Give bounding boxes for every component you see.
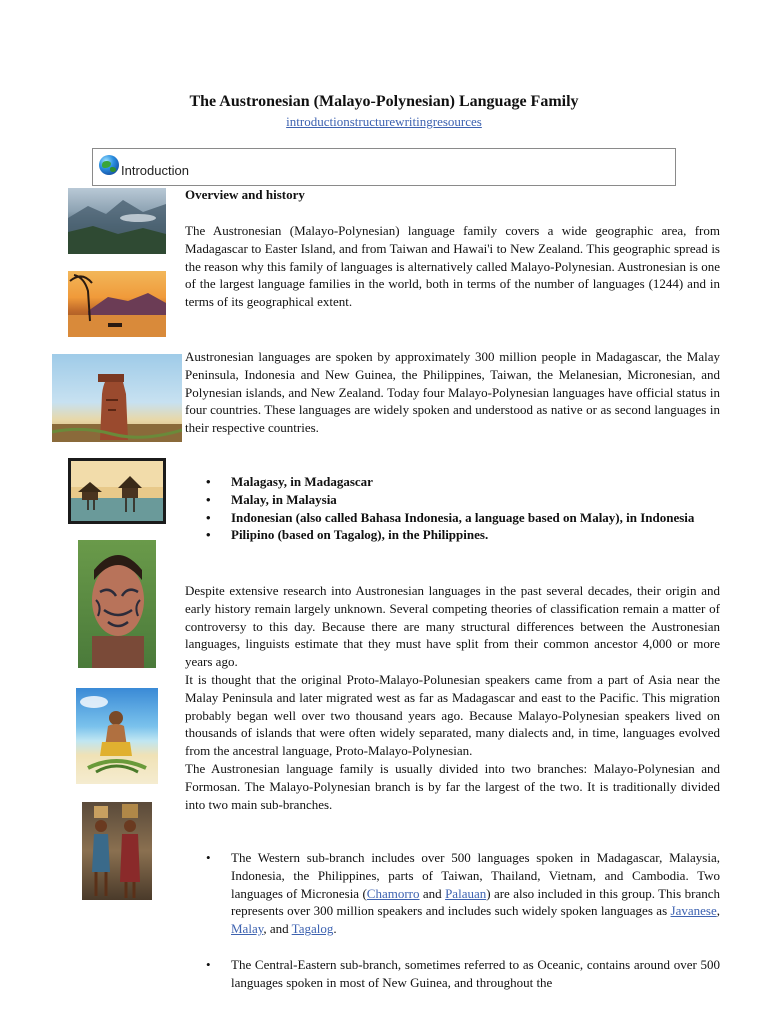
paragraph-text: The Austronesian language family is usually divided into two branches: Malayo-Polynesian and Formosan. The Malayo-Polynesian branch is by far the largest of the two. It is traditionally divided into two main sub-branches. <box>185 760 720 812</box>
women-carrying-baskets-photo <box>82 802 152 900</box>
paragraph-text: Austronesian languages are spoken by approximately 300 million people in Madagascar, the Malay Peninsula, Indonesia and New Guinea, the Philippines, Taiwan, the Melanesian, Micronesian, and Polynesian islands, and New Zealand. Today four Malayo-Polynesian languages have official status in four countries. These languages are widely spoken and understood as native or as second languages in their respective countries. <box>185 349 720 436</box>
sunset-beach-photo <box>68 271 166 337</box>
list-item-central-eastern: • The Central-Eastern sub-branch, sometimes referred to as Oceanic, contains around over 500 languages spoken in most of New Guinea, and throughout the <box>185 956 720 992</box>
introduction-box <box>92 148 676 186</box>
sub-branches-list <box>185 849 720 991</box>
overwater-bungalows-photo <box>68 458 166 524</box>
moai-statue-photo <box>52 354 182 442</box>
maori-tattoo-portrait-photo <box>78 540 156 668</box>
paragraph-text: The Austronesian (Malayo-Polynesian) language family covers a wide geographic area, from Madagascar to Easter Island, and from Taiwan and Hawai'i to New Zealand. This geographic spread is the reason why this family of languages is alternatively called Malayo-Polynesian. Austronesian is one of the largest language families in the world, both in terms of the number of languages (1244) and in terms of its geographical extent. <box>185 223 720 310</box>
mountain-landscape-photo <box>68 188 166 254</box>
woman-on-beach-photo <box>76 688 158 784</box>
link-palauan[interactable]: Palauan <box>445 885 487 901</box>
list-item-western <box>185 849 720 938</box>
paragraph-intro <box>185 222 720 311</box>
page-title: The Austronesian (Malayo-Polynesian) Language Family <box>189 93 579 110</box>
paragraph-text: It is thought that the original Proto-Malayo-Polunesian speakers came from a part of Asia near the Malay Peninsula and later migrated west as far as Madagascar and east to the Pacific. This migration probably began well over two thousand years ago. Because Malayo-Polynesian speakers lived on thousands of islands that were often widely separated, many dialects and, in time, languages evolved from the ancestral language, Proto-Malayo-Polynesian. <box>185 671 720 759</box>
paragraph-speakers <box>185 348 720 437</box>
link-javanese[interactable]: Javanese <box>670 903 717 919</box>
list-text: . <box>333 921 337 937</box>
list-text: , and <box>263 921 292 937</box>
list-text: ) are also included in this group. This branch represents over 300 million speakers and includes such widely spoken languages as <box>231 885 720 919</box>
link-chamorro[interactable]: Chamorro <box>366 885 420 901</box>
official-languages-list <box>185 473 720 544</box>
list-item: • Pilipino (based on Tagalog), in the Philippines. <box>185 526 720 544</box>
introduction-label: Introduction <box>121 163 189 178</box>
paragraph-text: Despite extensive research into Austronesian languages in the past several decades, their origin and early history remain largely unknown. Several competing theories of classification remain a matter of controversy to this day. Because there are many structural differences between the Austronesian languages, linguists estimate that they must have split from their common ancestor 4,000 or more years ago. <box>185 583 720 670</box>
section-heading: Overview and history <box>185 187 305 202</box>
paragraph-history <box>185 582 720 813</box>
list-item: • Indonesian (also called Bahasa Indonesia, a language based on Malay), in Indonesia <box>185 509 720 527</box>
link-tagalog[interactable]: Tagalog <box>291 921 334 937</box>
list-item: • Malagasy, in Madagascar <box>185 473 720 491</box>
list-text: , <box>716 903 720 919</box>
section-nav-link[interactable]: introductionstructurewritingresources <box>286 114 482 129</box>
link-malay[interactable]: Malay <box>231 921 264 937</box>
globe-icon <box>99 155 119 175</box>
list-text: The Western sub-branch includes over 500 languages spoken in Madagascar, Malaysia, Indonesia, the Philippines, parts of Taiwan, Thailand, Vietnam, and Cambodia. Two languages of Micronesia ( <box>231 850 720 901</box>
list-text: and <box>419 885 446 901</box>
list-item: • Malay, in Malaysia <box>185 491 720 509</box>
